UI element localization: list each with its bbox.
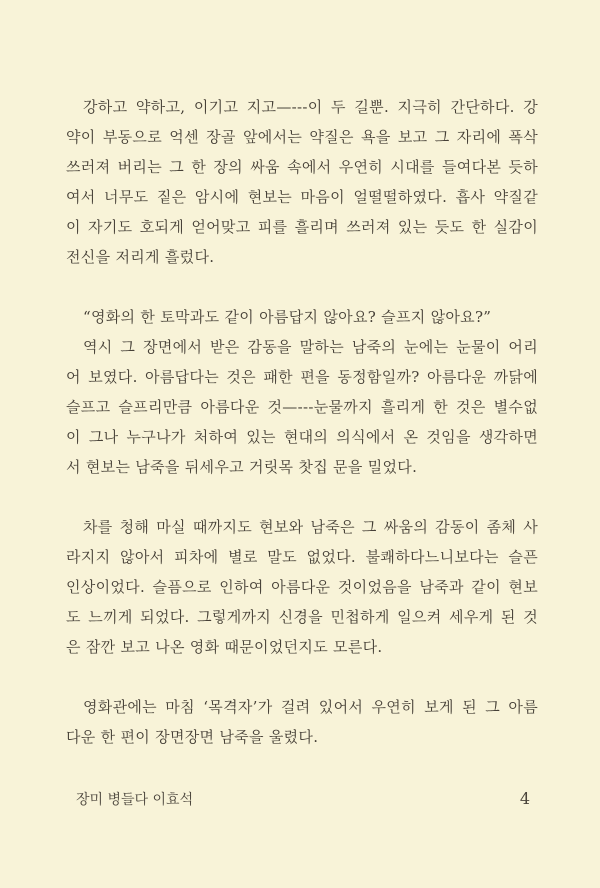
text-line: 영화관에는 마침 ‘목격자’가 걸려 있어서 우연히 보게 된 그 아름 (83, 698, 538, 716)
text-line: 인상이었다. 슬픔으로 인하여 아름다운 것이었음을 남죽과 같이 현보 (66, 578, 538, 596)
text-line: 라지지 않아서 피차에 별로 말도 없었다. 불쾌하다느니보다는 슬픈 (66, 548, 538, 566)
page-footer (76, 789, 530, 809)
paragraph (66, 512, 538, 662)
text-line: 전신을 저리게 흘렀다. (66, 248, 215, 266)
paragraph (66, 92, 538, 272)
text-line: 슬프고 슬프리만큼 아름다운 것—---눈물까지 흘리게 한 것은 별수없 (66, 398, 538, 416)
text-line: 이 그나 누구나가 처하여 있는 현대의 의식에서 온 것임을 생각하면 (66, 428, 538, 446)
text-line: “영화의 한 토막과도 같이 아름답지 않아요? 슬프지 않아요?” (83, 308, 492, 326)
paragraph (66, 692, 538, 752)
text-line: 서 현보는 남죽을 뒤세우고 거릿목 찻집 문을 밀었다. (66, 458, 418, 476)
text-line: 약이 부동으로 억센 장골 앞에서는 약질은 욕을 보고 그 자리에 폭삭 (66, 128, 538, 146)
page-number: 4 (519, 789, 530, 808)
text-line: 차를 청해 마실 때까지도 현보와 남죽은 그 싸움의 감동이 좀체 사 (83, 518, 538, 536)
text-line: 도 느끼게 되었다. 그렇게까지 신경을 민첩하게 일으켜 세우게 된 것 (66, 608, 538, 626)
text-line: 어 보였다. 아름답다는 것은 패한 편을 동정함일까? 아름다운 까닭에 (66, 368, 538, 386)
paragraph (66, 302, 538, 332)
text-line: 여서 너무도 짙은 암시에 현보는 마음이 얼떨떨하였다. 흡사 약질같 (66, 188, 538, 206)
text-line: 역시 그 장면에서 받은 감동을 말하는 남죽의 눈에는 눈물이 어리 (83, 338, 538, 356)
text-line: 강하고 약하고, 이기고 지고—---이 두 길뿐. 지극히 간단하다. 강 (83, 98, 538, 116)
text-line: 이 자기도 호되게 얻어맞고 피를 흘리며 쓰러져 있는 듯도 한 실감이 (66, 218, 538, 236)
text-line: 다운 한 편이 장면장면 남죽을 울렸다. (66, 728, 319, 746)
text-line: 은 잠깐 보고 나온 영화 때문이었던지도 모른다. (66, 638, 383, 656)
text-line: 쓰러져 버리는 그 한 장의 싸움 속에서 우연히 시대를 들여다본 듯하 (66, 158, 538, 176)
paragraph (66, 332, 538, 482)
footer-book-title: 장미 병들다 이효석 (76, 792, 194, 808)
page-text (66, 92, 538, 752)
